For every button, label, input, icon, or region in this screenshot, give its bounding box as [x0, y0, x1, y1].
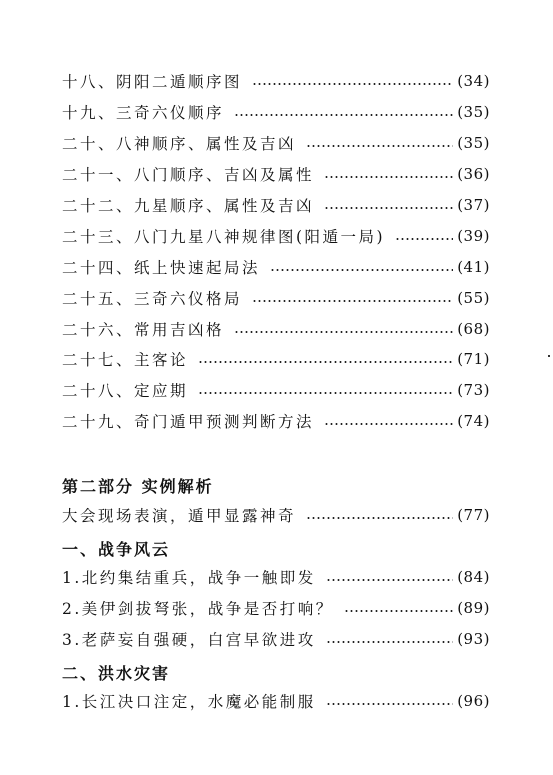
toc-entry [62, 255, 490, 279]
toc-entry [62, 409, 490, 433]
leader-dots [326, 641, 453, 643]
leader-dots [234, 114, 453, 116]
toc-entry-page: (84) [457, 568, 490, 586]
toc-entry [62, 347, 490, 371]
toc-entry-title: 十八、阴阳二遁顺序图 [62, 73, 243, 91]
leader-dots [324, 207, 453, 209]
toc-entry [62, 378, 490, 402]
leader-dots [234, 331, 453, 333]
leader-dots [198, 361, 453, 363]
toc-entry-title: 二十四、纸上快速起局法 [62, 259, 261, 277]
toc-entry-title: 二十六、常用吉凶格 [62, 321, 225, 339]
toc-entry [62, 193, 490, 217]
toc-entry-title: 二十七、主客论 [62, 351, 189, 369]
leader-dots [306, 517, 453, 519]
section-heading: 二、洪水灾害 [62, 664, 171, 683]
toc-entry-page: (34) [457, 72, 490, 90]
toc-entry-page: (35) [457, 134, 490, 152]
toc-entry-page: (77) [457, 506, 490, 524]
leader-dots [252, 83, 453, 85]
toc-entry-title: 2.美伊剑拔弩张，战争是否打响？ [62, 600, 334, 618]
toc-entry-title: 二十九、奇门遁甲预测判断方法 [62, 413, 315, 431]
toc-entry [62, 565, 490, 589]
toc-entry-title: 二十三、八门九星八神规律图(阳遁一局) [62, 228, 386, 246]
toc-entry [62, 131, 490, 155]
toc-entry [62, 286, 490, 310]
toc-entry-page: (73) [457, 381, 490, 399]
toc-entry [62, 689, 490, 713]
toc-entry-page: (89) [457, 599, 490, 617]
toc-entry-page: (36) [457, 165, 490, 183]
toc-entry [62, 100, 490, 124]
toc-entry-title: 大会现场表演，遁甲显露神奇 [62, 507, 297, 525]
toc-entry [62, 69, 490, 93]
toc-entry [62, 162, 490, 186]
toc-entry-title: 十九、三奇六仪顺序 [62, 104, 225, 122]
toc-entry-title: 二十一、八门顺序、吉凶及属性 [62, 166, 315, 184]
toc-entry-page: (41) [457, 258, 490, 276]
toc-entry [62, 596, 490, 620]
toc-entry [62, 627, 490, 651]
leader-dots [324, 176, 453, 178]
toc-entry-page: (96) [457, 692, 490, 710]
scan-speck [548, 355, 550, 357]
section-heading: 一、战争风云 [62, 540, 171, 559]
leader-dots [270, 269, 453, 271]
toc-entry [62, 503, 490, 527]
toc-entry-title: 1.北约集结重兵，战争一触即发 [62, 569, 316, 587]
part-heading: 第二部分 实例解析 [62, 477, 214, 496]
leader-dots [395, 238, 453, 240]
toc-entry-page: (68) [457, 320, 490, 338]
leader-dots [198, 392, 453, 394]
leader-dots [306, 145, 453, 147]
toc-entry-title: 3.老萨妄自强硬，白宫早欲进攻 [62, 631, 316, 649]
leader-dots [326, 703, 453, 705]
toc-entry-page: (35) [457, 103, 490, 121]
leader-dots [252, 300, 453, 302]
toc-entry-page: (55) [457, 289, 490, 307]
toc-entry-page: (93) [457, 630, 490, 648]
toc-entry-title: 1.长江决口注定，水魔必能制服 [62, 693, 316, 711]
toc-entry-title: 二十五、三奇六仪格局 [62, 290, 243, 308]
leader-dots [344, 610, 453, 612]
toc-entry-title: 二十、八神顺序、属性及吉凶 [62, 135, 297, 153]
toc-entry [62, 317, 490, 341]
toc-entry-page: (71) [457, 350, 490, 368]
toc-entry-page: (37) [457, 196, 490, 214]
toc-entry-title: 二十二、九星顺序、属性及吉凶 [62, 197, 315, 215]
toc-entry-title: 二十八、定应期 [62, 382, 189, 400]
toc-entry-page: (74) [457, 412, 490, 430]
leader-dots [326, 579, 453, 581]
toc-entry [62, 224, 490, 248]
leader-dots [324, 423, 453, 425]
toc-entry-page: (39) [457, 227, 490, 245]
